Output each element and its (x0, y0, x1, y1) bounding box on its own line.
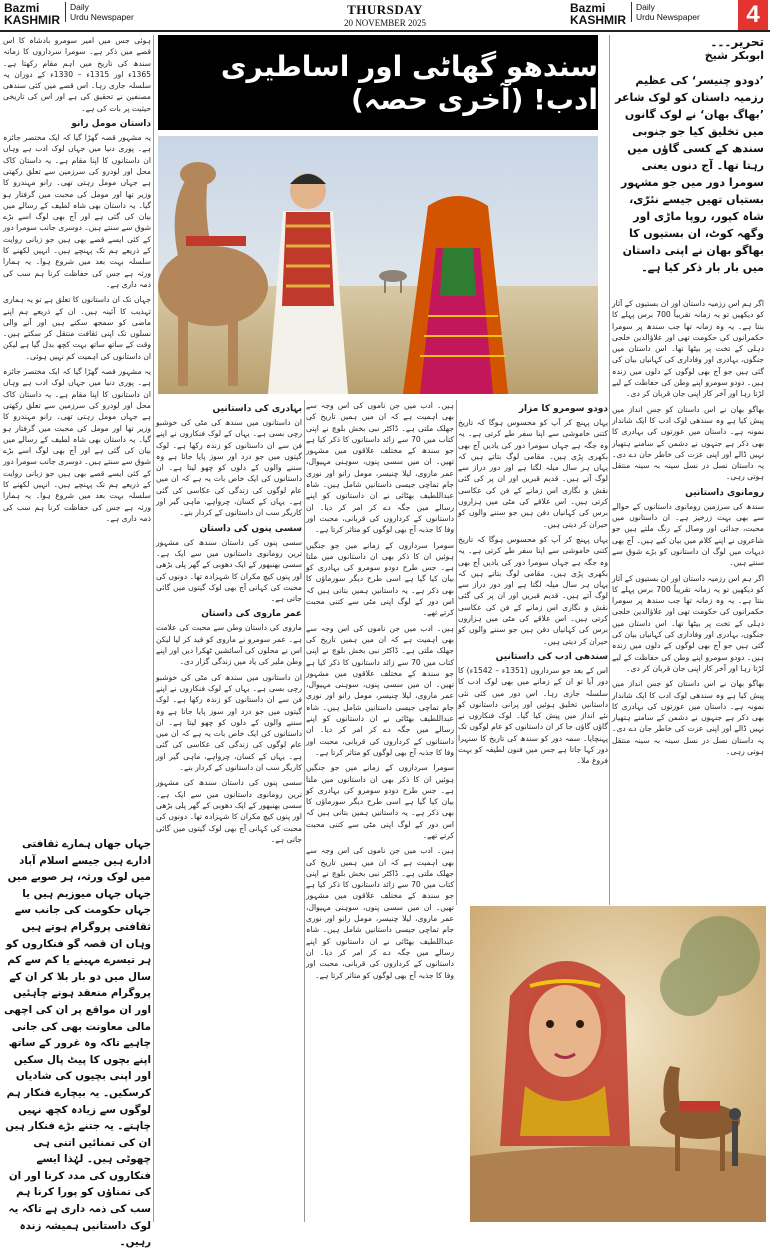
byline-label: تحریر۔۔۔ (710, 35, 764, 49)
column-divider (456, 400, 457, 905)
brand-line2: KASHMIR (570, 13, 626, 27)
paragraph: ہیں۔ ادب میں جن ناموں کی اس وجہ سے بھی اہمیت ہے کہ ان میں ہمیں تاریخ کی جھلک ملتی ہے۔ ڈاکٹر نبی بخش بلوچ نے اپنی کتاب میں 70 سے زائد داستانوں کا ذکر کیا ہے جو سندھ کے مختلف علاقوں میں مشہور تھیں۔ ان میں سسی پنوں، سوہنی مہیوال، عمر ماروی، لیلا چنیسر، مومل رانو اور نوری جام تماچی جیسی داستانیں شامل ہیں۔ شاہ عبداللطیف بھٹائی نے ان داستانوں کو اپنے رسالے میں جگہ دے کر امر کر دیا۔ ان داستانوں کے کرداروں کی قربانی، محبت اور وفا کا جذبہ آج بھی لوگوں کو متاثر کرتا ہے۔ (306, 401, 454, 535)
paragraph: جہاں تک ان داستانوں کا تعلق ہے تو یہ ہماری تہذیب کا آئینہ ہیں۔ ان کے ذریعے ہم اپنے ماضی کو سمجھ سکتے ہیں اور آنے والی نسلوں تک اپنی ثقافت منتقل کر سکتے ہیں۔ وقت کے ساتھ ساتھ بہت کچھ بدل گیا ہے لیکن ان داستانوں کی اہمیت کم نہیں ہوئی۔ (3, 295, 151, 361)
brand-tagline-right (631, 2, 700, 22)
paragraph: ان داستانوں میں سندھ کی مٹی کی خوشبو رچی بسی ہے۔ یہاں کے لوک فنکاروں نے اپنے فن سے ان داستانوں کو زندہ رکھا ہے۔ لوک گیتوں میں جو درد اور سوز پایا جاتا ہے وہ سننے والوں کے دلوں کو چھو لیتا ہے۔ ان داستانوں کی ایک خاص بات یہ ہے کہ ان میں عام لوگوں کی زندگی کی عکاسی کی گئی ہے۔ یہاں کے کسان، چرواہے، ماہی گیر اور کاریگر سب ان داستانوں کے کردار بنے۔ (156, 672, 302, 773)
paragraph: یہ مشہور قصہ گھڑا گیا کہ ایک مختصر جائزہ ہے۔ پوری دنیا میں جہاں لوک ادب ہے وہاں ان داستانوں کا اپنا مقام ہے۔ یہ داستان کاک محل اور لودرو کی سرزمین سے تعلق رکھتی ہے جہاں مومل رہتی تھی۔ رانو مہندرو کا وزیر تھا اور مومل کی محبت میں گرفتار ہو گیا۔ یہ داستان بھی شاہ لطیف کے رسالے میں بیان کی گئی ہے اور آج بھی لوگ اسے بڑے شوق سے سنتے ہیں۔ دوسری جانب سومرا دور کے کئی ایسے قصے بھی ہیں جو زبانی روایت کے ذریعے ہم تک پہنچے ہیں۔ انہیں لکھنے کا سلسلہ بہت بعد میں شروع ہوا۔ یہ ہمارا ورثہ ہے جس کی حفاظت کرنا ہم سب کی ذمہ داری ہے۔ (3, 133, 151, 289)
paragraph: ان داستانوں میں سندھ کی مٹی کی خوشبو رچی بسی ہے۔ یہاں کے لوک فنکاروں نے اپنے فن سے ان داستانوں کو زندہ رکھا ہے۔ لوک گیتوں میں جو درد اور سوز پایا جاتا ہے وہ سننے والوں کے دلوں کو چھو لیتا ہے۔ ان داستانوں کی ایک خاص بات یہ ہے کہ ان میں عام لوگوں کی زندگی کی عکاسی کی گئی ہے۔ یہاں کے کسان، چرواہے، ماہی گیر اور کاریگر سب ان داستانوں کے کردار بنے۔ (156, 418, 302, 518)
illustration-woman-svg (470, 906, 766, 1222)
paragraph: سومرا سرداروں کے زمانے میں جو جنگیں ہوئیں ان کا ذکر بھی ان داستانوں میں ملتا ہے۔ جس طرح دودو سومرو کی بہادری کو بیان کیا گیا ہے اسی طرح دیگر سورماؤں کا بھی ذکر ہے۔ یہ داستانیں ہمیں بتاتی ہیں کہ اس دور کے لوگ اپنی مٹی سے کتنی محبت کرتے تھے۔ (306, 540, 454, 618)
paragraph: بھاگو بھان نے اس داستان کو جس انداز میں پیش کیا ہے وہ سندھی لوک ادب کا ایک شاندار نمونہ ہے۔ داستان میں عورتوں کی بہادری کا بھی ذکر ہے جنہوں نے دشمن کے سامنے ہتھیار نہیں ڈالے اور اپنی عزت کی خاطر جان دے دی۔ یہ داستان نسل در نسل سینہ بہ سینہ منتقل ہوتی رہی۔ (612, 679, 764, 756)
illustration-woman-with-camel (470, 906, 766, 1222)
brand-line2: KASHMIR (4, 13, 60, 27)
brand-line1: Bazmi (4, 1, 40, 15)
brand-line1: Bazmi (570, 1, 606, 15)
closing-paragraph: جہاں جھاں ہمارے ثقافتی ادارے ہیں جیسے اسلام آباد میں لوک ورثہ، ہر صوبے میں جہاں جہاں میوزیم ہیں یا جہاں حکومت کی جانب سے ثقافتی پروگرام ہوتے ہیں وہاں ان قصہ گو فنکاروں کو ہر تیسرے مہینے یا کم سے کم سال میں دو بار بلا کر ان کے پروگرام منعقد ہونے چاہئیں اور ان مواقع پر ان کی اچھی مالی معاونت بھی کی جانی چاہیے تاکہ وہ غرور کے ساتھ اپنے بچوں کا پیٹ پال سکیں اور اپنی بچیوں کی شادیاں کرسکیں۔ یہ بیچارے فنکار ہم لوگوں سے زیادہ کچھ نہیں چاہتے۔ یہ جتنے بڑے فنکار ہیں ان کی تمنائیں اتنی ہی چھوٹی ہیں۔ لہٰذا ایسے فنکاروں کی مدد کرنا اور ان کی تمناؤں کو پورا کرنا ہم سب کی ذمہ داری ہے تاکہ یہ لوک داستانیں ہمیشہ زندہ رہیں۔ (4, 838, 151, 1249)
subheading: دودو سومرو کا مزار (518, 404, 608, 414)
column-divider (304, 400, 305, 1222)
intro-paragraph: ’دودو چنیسر‘ کی عظیم رزمیہ داستان کو لوک شاعر ’بھاگ بھان‘ نے لوک گانوں میں تخلیق کیا جو جنوبی سندھ کے کسی گاؤں میں رہتا تھا۔ آج دنوں یعنی سومرا دور میں جو مشہور بستیاں تھیں جیسے نئرّی، شاہ کپور، روپا ماڑی اور وگھہ کوٹ، ان بستیوں کا بھاگو بھان نے اپنی داستان میں بار بار ذکر کیا ہے۔ (615, 74, 764, 274)
illustration-couple-with-camel (158, 136, 598, 394)
column-mid-right (458, 400, 608, 905)
subheading: عمر ماروی کی داستان (201, 609, 302, 620)
column-far-left (3, 35, 151, 830)
article-headline: سندھو گھاٹی اور اساطیری ادب! (آخری حصہ) (158, 35, 598, 130)
paragraph: یہاں پہنچ کر آپ کو محسوس ہوگا کہ تاریخ کتنی خاموشی سے اپنا سفر طے کرتی ہے۔ یہ وہ جگہ ہے جہاں سومرا دور کی یادیں آج بھی بکھری پڑی ہیں۔ مقامی لوگ بتاتے ہیں کہ یہاں ہر سال میلہ لگتا ہے اور دور دراز سے لوگ آتے ہیں۔ قدیم قبریں اور ان پر کی گئی نقش و نگاری اس زمانے کے فن کی عکاسی کرتی ہیں۔ اس علاقے کی مٹی میں ہزاروں برس کی کہانیاں دفن ہیں جو سننے والوں کو حیران کر دیتی ہیں۔ (458, 418, 608, 529)
paragraph: سسی پنوں کی داستان سندھ کی مشہور ترین رومانوی داستانوں میں سے ایک ہے۔ سسی بھنبھور کے ایک دھوبی کے گھر پلی بڑھی اور پنوں کیچ مکران کا شہزادہ تھا۔ دونوں کی محبت کی کہانی آج بھی لوک گیتوں میں گائی جاتی ہے۔ (156, 778, 302, 844)
author-name: ابوبکر شیخ (704, 49, 764, 62)
brand-logo-right (570, 2, 626, 26)
paragraph: اس کے بعد جو سرداروں (1351ء – 1542ء) کا دور آیا تو ان کے زمانے میں بھی لوک ادب کا سلسلہ جاری رہا۔ اس دور میں کئی نئی داستانیں تخلیق ہوئیں اور پرانی داستانوں کو نئے انداز میں پیش کیا گیا۔ لوک فنکاروں نے گاؤں گاؤں جا کر ان داستانوں کو عام لوگوں تک پہنچایا۔ سمہ دور کو سندھ کی تاریخ کا سنہرا دور کہا جاتا ہے جس میں فنون لطیفہ کو بہت فروغ ملا۔ (458, 665, 608, 766)
paragraph: سومرا سرداروں کے زمانے میں جو جنگیں ہوئیں ان کا ذکر بھی ان داستانوں میں ملتا ہے۔ جس طرح دودو سومرو کی بہادری کو بیان کیا گیا ہے اسی طرح دیگر سورماؤں کا بھی ذکر ہے۔ یہ داستانیں ہمیں بتاتی ہیں کہ اس دور کے لوگ اپنی مٹی سے کتنی محبت کرتے تھے۔ (306, 763, 454, 840)
column-mid-left (306, 400, 454, 1222)
subheading: رومانوی داستانیں (685, 487, 764, 498)
paragraph: اگر ہم اس رزمیہ داستان اور ان بستیوں کے آثار کو دیکھیں تو یہ زمانہ تقریباً 700 برس پہلے کا بنتا ہے۔ یہ وہ زمانہ تھا جب سندھ پر سومرا حکمرانوں کی حکومت تھی اور علاؤالدین خلجی دہلی کے تخت پر بیٹھا تھا۔ اس داستان میں جنگوں، بہادری اور وفاداری کی کہانیاں بیان کی گئی ہیں جو آج بھی لوگوں کے دلوں میں زندہ ہیں۔ دودو سومرو اپنے وطن کی حفاظت کے لیے لڑتا رہا اور آخر کار اپنی جان قربان کر دی۔ (612, 573, 764, 673)
column-divider (153, 35, 154, 1222)
tag-line1: Daily (70, 2, 89, 12)
issue-date: 20 NOVEMBER 2025 (343, 18, 426, 28)
tag-line1: Daily (636, 2, 655, 12)
paragraph: سسی پنوں کی داستان سندھ کی مشہور ترین رومانوی داستانوں میں سے ایک ہے۔ سسی بھنبھور کے ایک دھوبی کے گھر پلی بڑھی اور پنوں کیچ مکران کا شہزادہ تھا۔ دونوں کی محبت کی کہانی آج بھی لوک گیتوں میں گائی جاتی ہے۔ (156, 537, 302, 604)
masthead (0, 0, 770, 32)
column-far-right (612, 298, 764, 910)
illustration-couple-svg (158, 136, 598, 394)
tag-line2: Urdu Newspaper (70, 12, 134, 22)
paragraph: یہاں پہنچ کر آپ کو محسوس ہوگا کہ تاریخ کتنی خاموشی سے اپنا سفر طے کرتی ہے۔ یہ وہ جگہ ہے جہاں سومرا دور کی یادیں آج بھی بکھری پڑی ہیں۔ مقامی لوگ بتاتے ہیں کہ یہاں ہر سال میلہ لگتا ہے اور دور دراز سے لوگ آتے ہیں۔ قدیم قبریں اور ان پر کی گئی نقش و نگاری اس زمانے کے فن کی عکاسی کرتی ہیں۔ اس علاقے کی مٹی میں ہزاروں برس کی کہانیاں دفن ہیں جو سننے والوں کو حیران کر دیتی ہیں۔ (458, 534, 608, 646)
subheading: داستان مومل رانو (71, 119, 151, 130)
paragraph: ماروی کی داستان وطن سے محبت کی علامت ہے۔ عمر سومرو نے ماروی کو قید کر لیا لیکن اس نے محلوں کی آسائشیں ٹھکرا دیں اور اپنے وطن ملیر کی یاد میں زندگی گزار دی۔ (156, 623, 302, 667)
page-number-badge: 4 (738, 0, 768, 30)
paragraph: یہ مشہور قصہ گھڑا گیا کہ ایک مختصر جائزہ ہے۔ پوری دنیا میں جہاں لوک ادب ہے وہاں ان داستانوں کا اپنا مقام ہے۔ یہ داستان کاک محل اور لودرو کی سرزمین سے تعلق رکھتی ہے جہاں مومل رہتی تھی۔ رانو مہندرو کا وزیر تھا اور مومل کی محبت میں گرفتار ہو گیا۔ یہ داستان بھی شاہ لطیف کے رسالے میں بیان کی گئی ہے اور آج بھی لوگ اسے بڑے شوق سے سنتے ہیں۔ دوسری جانب سومرا دور کے کئی ایسے قصے بھی ہیں جو زبانی روایت کے ذریعے ہم تک پہنچے ہیں۔ انہیں لکھنے کا سلسلہ بہت بعد میں شروع ہوا۔ یہ ہمارا ورثہ ہے جس کی حفاظت کرنا ہم سب کی ذمہ داری ہے۔ (3, 367, 151, 523)
subheading: سسی پنوں کی داستان (199, 523, 302, 534)
subheading: بہادری کی داستانیں (212, 404, 302, 414)
paragraph: بھاگو بھان نے اس داستان کو جس انداز میں پیش کیا ہے وہ سندھی لوک ادب کا ایک شاندار نمونہ ہے۔ داستان میں عورتوں کی بہادری کا بھی ذکر ہے جنہوں نے دشمن کے سامنے ہتھیار نہیں ڈالے اور اپنی عزت کی خاطر جان دے دی۔ یہ داستان نسل در نسل سینہ بہ سینہ منتقل ہوتی رہی۔ (612, 404, 764, 482)
paragraph: سندھ کی سرزمین رومانوی داستانوں کے حوالے سے بھی بہت زرخیز ہے۔ ان داستانوں میں محبت، جدائی اور وصال کے رنگ ملتے ہیں جو شاعروں نے اپنے کلام میں بیان کیے ہیں۔ آج بھی دیہات میں لوگ ان داستانوں کو بڑے شوق سے سنتے ہیں۔ (612, 501, 764, 568)
tag-line2: Urdu Newspaper (636, 12, 700, 22)
paragraph: ہوئی جس میں امیر سومرو بادشاہ کا اس قصے میں ذکر ہے۔ سومرا سرداروں کا زمانہ سندھ کی تاریخ میں اہم مقام رکھتا ہے۔ 1365ء اور 1315ء – 1330ء کے دوران یہ سلسلہ جاری رہا۔ اس قصے میں کئی سندھی مصنفین نے تحقیق کی ہے اور اس کی تاریخی حیثیت پر بات کی ہے۔ (3, 36, 152, 113)
subheading: سندھی ادب کی داستانیں (495, 651, 608, 662)
column-divider (609, 35, 610, 905)
paragraph: ہیں۔ ادب میں جن ناموں کی اس وجہ سے بھی اہمیت ہے کہ ان میں ہمیں تاریخ کی جھلک ملتی ہے۔ ڈاکٹر نبی بخش بلوچ نے اپنی کتاب میں 70 سے زائد داستانوں کا ذکر کیا ہے جو سندھ کے مختلف علاقوں میں مشہور تھیں۔ ان میں سسی پنوں، سوہنی مہیوال، عمر ماروی، لیلا چنیسر، مومل رانو اور نوری جام تماچی جیسی داستانیں شامل ہیں۔ شاہ عبداللطیف بھٹائی نے ان داستانوں کو اپنے رسالے میں جگہ دے کر امر کر دیا۔ ان داستانوں کے کرداروں کی قربانی، محبت اور وفا کا جذبہ آج بھی لوگوں کو متاثر کرتا ہے۔ (306, 846, 454, 980)
issue-day: THURSDAY (347, 2, 423, 17)
byline (612, 35, 764, 62)
paragraph: ہیں۔ ادب میں جن ناموں کی اس وجہ سے بھی اہمیت ہے کہ ان میں ہمیں تاریخ کی جھلک ملتی ہے۔ ڈاکٹر نبی بخش بلوچ نے اپنی کتاب میں 70 سے زائد داستانوں کا ذکر کیا ہے جو سندھ کے مختلف علاقوں میں مشہور تھیں۔ ان میں سسی پنوں، سوہنی مہیوال، عمر ماروی، لیلا چنیسر، مومل رانو اور نوری جام تماچی جیسی داستانیں شامل ہیں۔ شاہ عبداللطیف بھٹائی نے ان داستانوں کو اپنے رسالے میں جگہ دے کر امر کر دیا۔ ان داستانوں کے کرداروں کی قربانی، محبت اور وفا کا جذبہ آج بھی لوگوں کو متاثر کرتا ہے۔ (306, 623, 454, 757)
column-left (156, 400, 302, 1222)
paragraph: اگر ہم اس رزمیہ داستان اور ان بستیوں کے آثار کو دیکھیں تو یہ زمانہ تقریباً 700 برس پہلے کا بنتا ہے۔ یہ وہ زمانہ تھا جب سندھ پر سومرا حکمرانوں کی حکومت تھی اور علاؤالدین خلجی دہلی کے تخت پر بیٹھا تھا۔ اس داستان میں جنگوں، بہادری اور وفاداری کی کہانیاں بیان کی گئی ہیں جو آج بھی لوگوں کے دلوں میں زندہ ہیں۔ دودو سومرو اپنے وطن کی حفاظت کے لیے لڑتا رہا اور آخر کار اپنی جان قربان کر دی۔ (612, 299, 764, 399)
masthead-brand-right (570, 2, 700, 26)
